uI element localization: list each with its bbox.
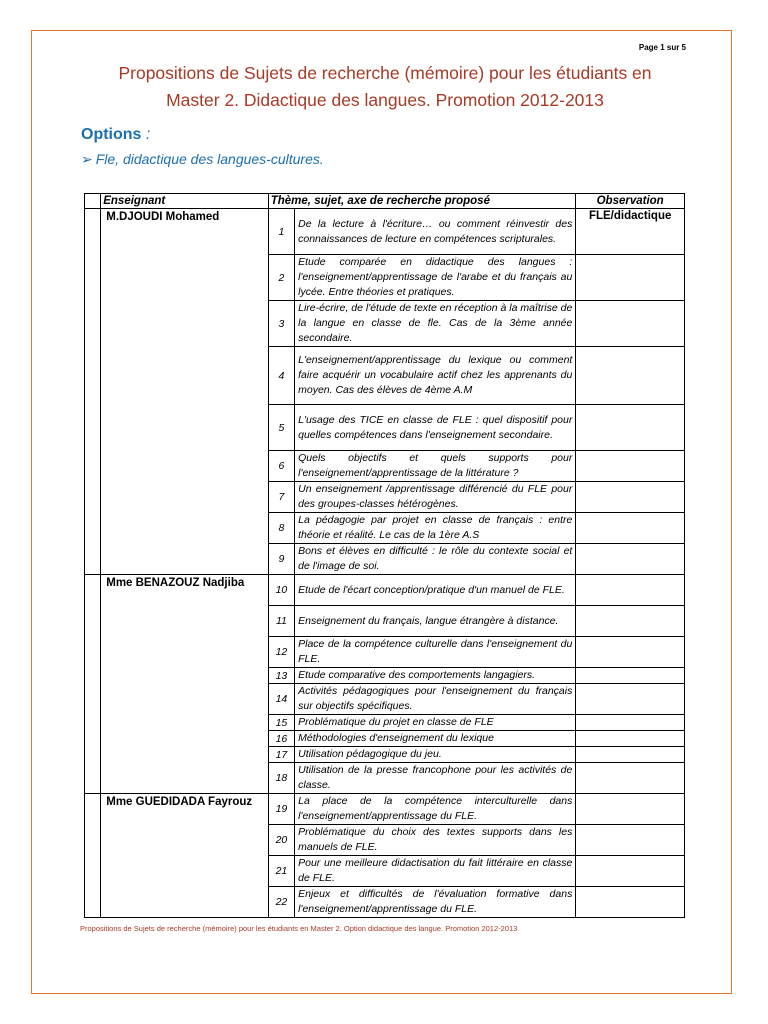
index-cell: [85, 794, 101, 918]
topic-number: 3: [268, 301, 294, 347]
topic-text: De la lecture à l'écriture… ou comment réinvestir des connaissances de lecture en compétences scripturales.: [295, 209, 576, 255]
topic-number: 10: [268, 575, 294, 606]
topic-text: Pour une meilleure didactisation du fait littéraire en classe de FLE.: [295, 856, 576, 887]
topic-text: La place de la compétence interculturelle dans l'enseignement/apprentissage du FLE.: [295, 794, 576, 825]
document-title: [60, 60, 710, 114]
observation-cell: [576, 856, 685, 887]
observation-cell: [576, 405, 685, 451]
index-cell: [85, 209, 101, 575]
observation-cell: [576, 637, 685, 668]
teacher-name: Mme BENAZOUZ Nadjiba: [101, 575, 269, 794]
topic-number: 18: [268, 763, 294, 794]
topic-text: Activités pédagogiques pour l'enseignement du français sur objectifs spécifiques.: [295, 684, 576, 715]
table-row: [85, 575, 685, 606]
topic-number: 21: [268, 856, 294, 887]
topic-number: 7: [268, 482, 294, 513]
options-label: Options: [81, 126, 142, 143]
topic-text: Problématique du projet en classe de FLE: [295, 715, 576, 731]
observation-cell: [576, 684, 685, 715]
topic-text: Etude comparative des comportements langagiers.: [295, 668, 576, 684]
observation-cell: [576, 887, 685, 918]
topic-text: L'usage des TICE en classe de FLE : quel dispositif pour quelles compétences dans l'enseignement secondaire.: [295, 405, 576, 451]
teacher-name: Mme GUEDIDADA Fayrouz: [101, 794, 269, 918]
topic-number: 20: [268, 825, 294, 856]
observation-cell: [576, 668, 685, 684]
topic-text: Etude de l'écart conception/pratique d'un manuel de FLE.: [295, 575, 576, 606]
topic-number: 1: [268, 209, 294, 255]
topic-number: 5: [268, 405, 294, 451]
observation-cell: [576, 482, 685, 513]
observation-cell: [576, 606, 685, 637]
topic-number: 6: [268, 451, 294, 482]
topic-text: Un enseignement /apprentissage différencié du FLE pour des groupes-classes hétérogènes.: [295, 482, 576, 513]
topic-number: 19: [268, 794, 294, 825]
observation-cell: [576, 544, 685, 575]
subheading-text: Fle, didactique des langues-cultures.: [95, 151, 324, 167]
topic-text: Méthodologies d'enseignement du lexique: [295, 731, 576, 747]
observation-cell: [576, 575, 685, 606]
topic-number: 22: [268, 887, 294, 918]
options-heading: [81, 126, 150, 144]
observation-cell: [576, 731, 685, 747]
observation-cell: [576, 301, 685, 347]
title-line-1: Propositions de Sujets de recherche (mémoire) pour les étudiants en: [118, 63, 652, 83]
observation-cell: [576, 794, 685, 825]
header-topic: Thème, sujet, axe de recherche proposé: [268, 194, 576, 209]
page-footer: Propositions de Sujets de recherche (mémoire) pour les étudiants en Master 2. Option didactique des langue. Promotion 2012-2013: [80, 924, 518, 933]
observation-cell: [576, 347, 685, 405]
topic-number: 4: [268, 347, 294, 405]
topic-number: 17: [268, 747, 294, 763]
topics-table: [84, 193, 685, 918]
topic-text: Enjeux et difficultés de l'évaluation formative dans l'enseignement/apprentissage du FLE.: [295, 887, 576, 918]
topic-text: Utilisation pédagogique du jeu.: [295, 747, 576, 763]
options-colon: :: [145, 126, 151, 143]
topic-text: Problématique du choix des textes supports dans les manuels de FLE.: [295, 825, 576, 856]
topic-text: La pédagogie par projet en classe de français : entre théorie et réalité. Le cas de la 1ère A.S: [295, 513, 576, 544]
topic-text: Quels objectifs et quels supports pour l'enseignement/apprentissage de la littérature ?: [295, 451, 576, 482]
options-subheading: [81, 151, 324, 168]
index-cell: [85, 575, 101, 794]
arrow-bullet-icon: ➢: [81, 151, 93, 167]
title-line-2: Master 2. Didactique des langues. Promotion 2012-2013: [166, 90, 604, 110]
topic-text: Place de la compétence culturelle dans l'enseignement du FLE.: [295, 637, 576, 668]
observation-cell: [576, 451, 685, 482]
table-row: [85, 794, 685, 825]
observation-cell: [576, 763, 685, 794]
topic-number: 16: [268, 731, 294, 747]
topic-text: L'enseignement/apprentissage du lexique ou comment faire acquérir un vocabulaire actif chez les apprenants du moyen. Cas des élèves de 4ème A.M: [295, 347, 576, 405]
observation-cell: [576, 715, 685, 731]
topic-number: 9: [268, 544, 294, 575]
topic-number: 12: [268, 637, 294, 668]
topic-number: 13: [268, 668, 294, 684]
observation-cell: [576, 825, 685, 856]
table-row: [85, 209, 685, 255]
topic-number: 15: [268, 715, 294, 731]
observation-cell: FLE/didactique: [576, 209, 685, 255]
topic-text: Bons et élèves en difficulté : le rôle du contexte social et de l'image de soi.: [295, 544, 576, 575]
teacher-name: M.DJOUDI Mohamed: [101, 209, 269, 575]
observation-cell: [576, 255, 685, 301]
header-observation: Observation: [576, 194, 685, 209]
observation-cell: [576, 747, 685, 763]
page-number: Page 1 sur 5: [638, 43, 686, 52]
header-blank: [85, 194, 101, 209]
table-header-row: [85, 194, 685, 209]
topic-number: 8: [268, 513, 294, 544]
observation-cell: [576, 513, 685, 544]
topic-text: Utilisation de la presse francophone pour les activités de classe.: [295, 763, 576, 794]
topic-text: Etude comparée en didactique des langues : l'enseignement/apprentissage de l'arabe et du français au lycée. Entre théories et pratiques.: [295, 255, 576, 301]
topic-number: 11: [268, 606, 294, 637]
topic-number: 14: [268, 684, 294, 715]
topic-number: 2: [268, 255, 294, 301]
topic-text: Enseignement du français, langue étrangère à distance.: [295, 606, 576, 637]
header-teacher: Enseignant: [101, 194, 269, 209]
topic-text: Lire-écrire, de l'étude de texte en réception à la maîtrise de la langue en classe de fle. Cas de la 3ème année secondaire.: [295, 301, 576, 347]
